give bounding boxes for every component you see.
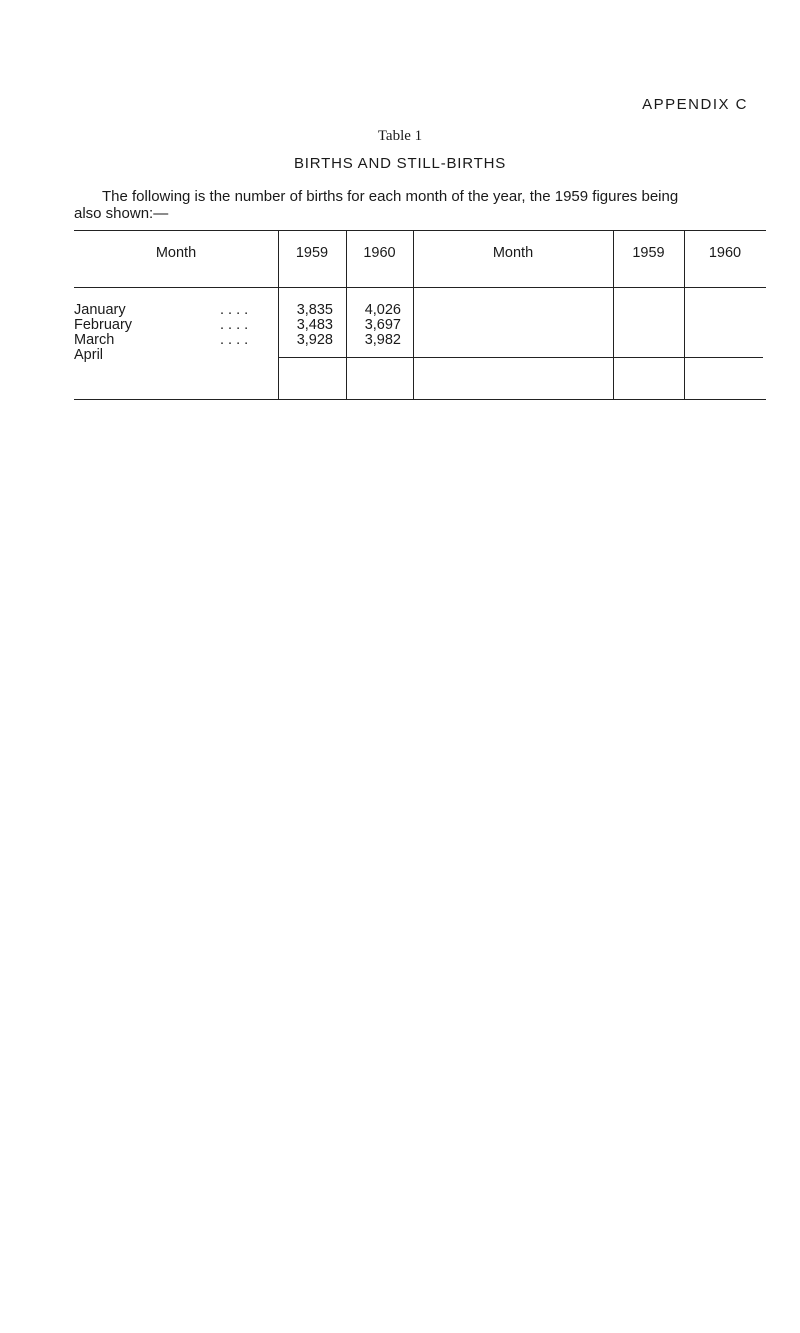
value-1960: 3,697 (364, 317, 401, 333)
table1-header-month: Month (155, 245, 197, 261)
value-1960: 3,982 (364, 332, 401, 348)
table1-top-rule (74, 230, 766, 231)
table1-header-rule (74, 287, 766, 288)
table1-bottom-rule (74, 399, 766, 400)
table1-subtitle: BIRTHS AND STILL-BIRTHS (293, 155, 507, 172)
table1-header-1960-2: 1960 (708, 245, 742, 261)
month-label: February (74, 317, 133, 333)
month-label: April (74, 347, 104, 363)
month-label: January (74, 302, 126, 318)
appendix-label: APPENDIX C (642, 96, 748, 113)
month-label: March (74, 332, 115, 348)
leader-dots: . . . . (220, 317, 249, 333)
value-1960: 4,026 (364, 302, 401, 318)
leader-dots: . . . . (220, 302, 249, 318)
table1-title: Table 1 (377, 128, 423, 144)
table1-total-rule (278, 357, 763, 358)
value-1959: 3,835 (296, 302, 333, 318)
table1-header-1959: 1959 (295, 245, 329, 261)
table1-intro-line2: also shown:— (74, 205, 169, 222)
value-1959: 3,928 (296, 332, 333, 348)
table1-intro-line1: The following is the number of births for each month of the year, the 1959 figures being (102, 188, 679, 205)
table1-header-1960: 1960 (363, 245, 396, 261)
value-1959: 3,483 (296, 317, 333, 333)
table1-header-1959-2: 1959 (632, 245, 665, 261)
table1-header-month-2: Month (492, 245, 534, 261)
leader-dots: . . . . (220, 332, 249, 348)
